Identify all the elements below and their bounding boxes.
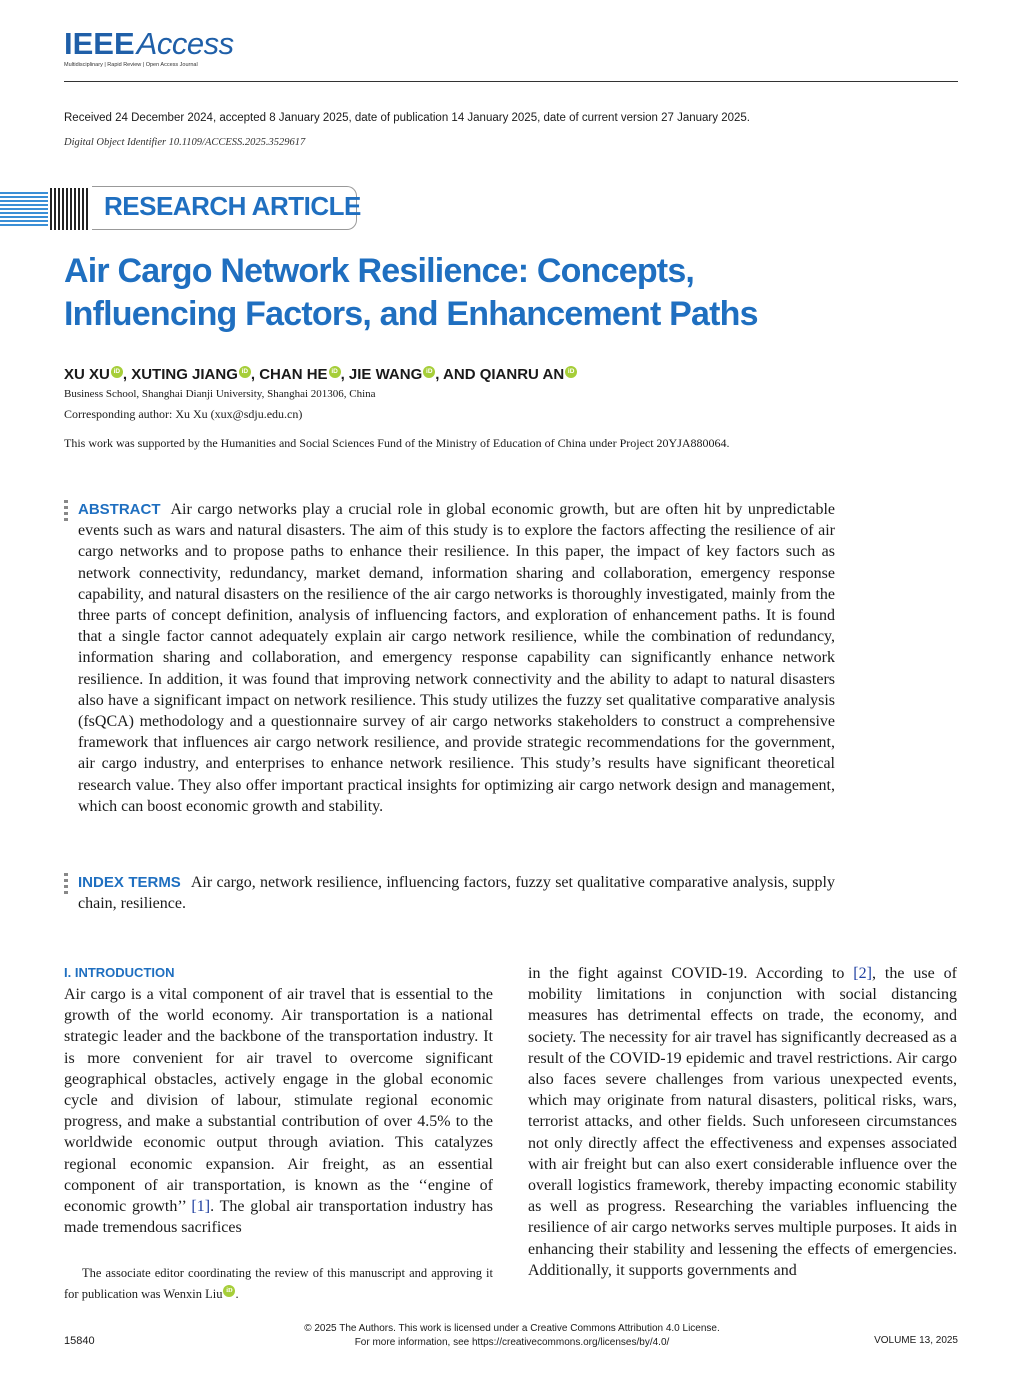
article-dates: Received 24 December 2024, accepted 8 January 2025, date of publication 14 January 2025, date of current version 27 January 2025.: [64, 112, 750, 124]
funding-note: This work was supported by the Humanities and Social Sciences Fund of the Ministry of Education of China under Project 20YJA880064.: [64, 436, 730, 450]
affiliation: Business School, Shanghai Dianji University, Shanghai 201306, China: [64, 388, 376, 400]
logo-access: Access: [136, 26, 234, 61]
orcid-icon[interactable]: iD: [565, 366, 577, 378]
corresponding-author: Corresponding author: Xu Xu (xux@sdju.edu.cn): [64, 407, 303, 421]
right-column-text: [528, 963, 957, 1281]
author-separator: ,: [340, 366, 349, 383]
orcid-icon[interactable]: iD: [423, 366, 435, 378]
header-rule: [64, 81, 958, 82]
orcid-icon[interactable]: iD: [223, 1285, 235, 1297]
author-name[interactable]: QIANRU AN: [479, 366, 565, 383]
intro-paragraph-part: . The global air transportation industry has made tremendous sacrifices: [64, 1198, 493, 1237]
title-line-1: Air Cargo Network Resilience: Concepts,: [64, 252, 695, 290]
intro-paragraph-part: Air cargo is a vital component of air travel that is essential to the growth of the world economy. Air transportation is a national strategic leader and the backbone of the transportation industry. It is more convenient for air travel to overcome significant geographical obstacles, actively engage in the global economic cycle and division of labour, stimulate regional economic progress, and make a substantial contribution of over 4.5% to the worldwide economic output through aviation. This catalyzes regional economic expansion. Air freight, as an essential component of air transportation, is known as the ‘‘engine of economic growth’’: [64, 986, 493, 1216]
journal-logo: [64, 28, 264, 76]
author-separator: ,: [122, 366, 132, 383]
article-title: [64, 250, 964, 336]
section-heading: I. INTRODUCTION: [64, 965, 175, 980]
abstract-dots-icon: [64, 500, 68, 522]
logo-tagline: Multidisciplinary | Rapid Review | Open Access Journal: [64, 62, 198, 68]
banner-label: RESEARCH ARTICLE: [104, 191, 361, 221]
volume-info: VOLUME 13, 2025: [874, 1335, 958, 1346]
abstract: [78, 499, 835, 817]
author-separator: ,: [250, 366, 260, 383]
abstract-text: Air cargo networks play a crucial role in global economic growth, but are often hit by unpredictable events such as wars and natural disasters. The aim of this study is to explore the factors affecting the resilience of air cargo networks and to propose paths to enhance their resilience. In this paper, the impact of key factors such as network connectivity, redundancy, market demand, information sharing and collaboration, emergency response capability, and natural disasters on the resilience of the air cargo networks is thoroughly investigated, mainly from the three parts of concept definition, analysis of influencing factors, and exploration of enhancement paths. It is found that a single factor cannot adequately explain air cargo network resilience, while the combination of redundancy, information sharing and collaboration, and emergency response capability can significantly enhance network resilience. In addition, it was found that improving network connectivity and the ability to adapt to natural disasters also have a significant impact on network resilience. This study utilizes the fuzzy set qualitative comparative analysis (fsQCA) methodology and a questionnaire survey of air cargo networks stakeholders to construct a comprehensive framework that influences air cargo network resilience, and provide strategic recommendations for the government, air cargo industry, and enterprises to enhance network resilience. This study’s results have significant theoretical research value. They also offer important practical insights for optimizing air cargo network design and management, which can boost economic growth and stability.: [78, 501, 835, 815]
orcid-icon[interactable]: iD: [239, 366, 251, 378]
intro-paragraph-part: in the fight against COVID-19. According to: [528, 965, 854, 982]
index-terms-dots-icon: [64, 873, 68, 895]
author-name[interactable]: CHAN HE: [259, 366, 328, 383]
title-line-2: Influencing Factors, and Enhancement Paths: [64, 295, 758, 333]
editor-note-end: .: [235, 1287, 239, 1301]
left-column-text: [64, 984, 493, 1238]
page-number: 15840: [64, 1335, 95, 1347]
author-list: [64, 366, 577, 383]
banner-lines-icon: [0, 192, 48, 226]
license-notice: [250, 1322, 774, 1350]
author-name[interactable]: XUTING JIANG: [131, 366, 238, 383]
orcid-icon[interactable]: iD: [111, 366, 123, 378]
abstract-heading: ABSTRACT: [78, 501, 161, 518]
author-separator: , AND: [435, 366, 480, 383]
index-terms-text: Air cargo, network resilience, influencing factors, fuzzy set qualitative comparative analysis, supply chain, resilience.: [78, 874, 835, 913]
doi: Digital Object Identifier 10.1109/ACCESS.2025.3529617: [64, 137, 306, 148]
citation-link[interactable]: [1]: [191, 1198, 211, 1216]
research-article-banner: [0, 186, 360, 232]
orcid-icon[interactable]: iD: [329, 366, 341, 378]
intro-paragraph-part: , the use of mobility limitations in conjunction with social distancing measures has detrimental effects on trade, the economy, and society. The necessity for air travel has significantly decreased as a result of the COVID-19 epidemic and travel restrictions. Air cargo also faces severe challenges from various unexpected events, which may originate from natural disasters, political risks, wars, terrorist attacks, and other fields. Such unforeseen circumstances not only directly affect the effectiveness and expenses associated with air freight but can also exert considerable influence over the overall logistics framework, thereby impacting economic stability as well as progress. Researching the variables influencing the resilience of air cargo networks serves multiple purposes. It aids in enhancing their stability and lessening the effects of emergencies. Additionally, it supports governments and: [528, 965, 957, 1279]
citation-link[interactable]: [2]: [853, 965, 872, 982]
editor-footnote: [64, 1263, 493, 1305]
index-terms-heading: INDEX TERMS: [78, 874, 181, 891]
author-name[interactable]: JIE WANG: [348, 366, 423, 383]
banner-bars-icon: [50, 188, 90, 230]
license-line-2[interactable]: For more information, see https://creativecommons.org/licenses/by/4.0/: [354, 1337, 670, 1348]
logo-ieee: IEEE: [64, 26, 135, 61]
author-name[interactable]: XU XU: [64, 366, 110, 383]
editor-note-text: The associate editor coordinating the review of this manuscript and approving it for publication was Wenxin Liu: [64, 1266, 493, 1301]
index-terms: [78, 872, 835, 914]
license-line-1: © 2025 The Authors. This work is licensed under a Creative Commons Attribution 4.0 License.: [304, 1323, 720, 1334]
